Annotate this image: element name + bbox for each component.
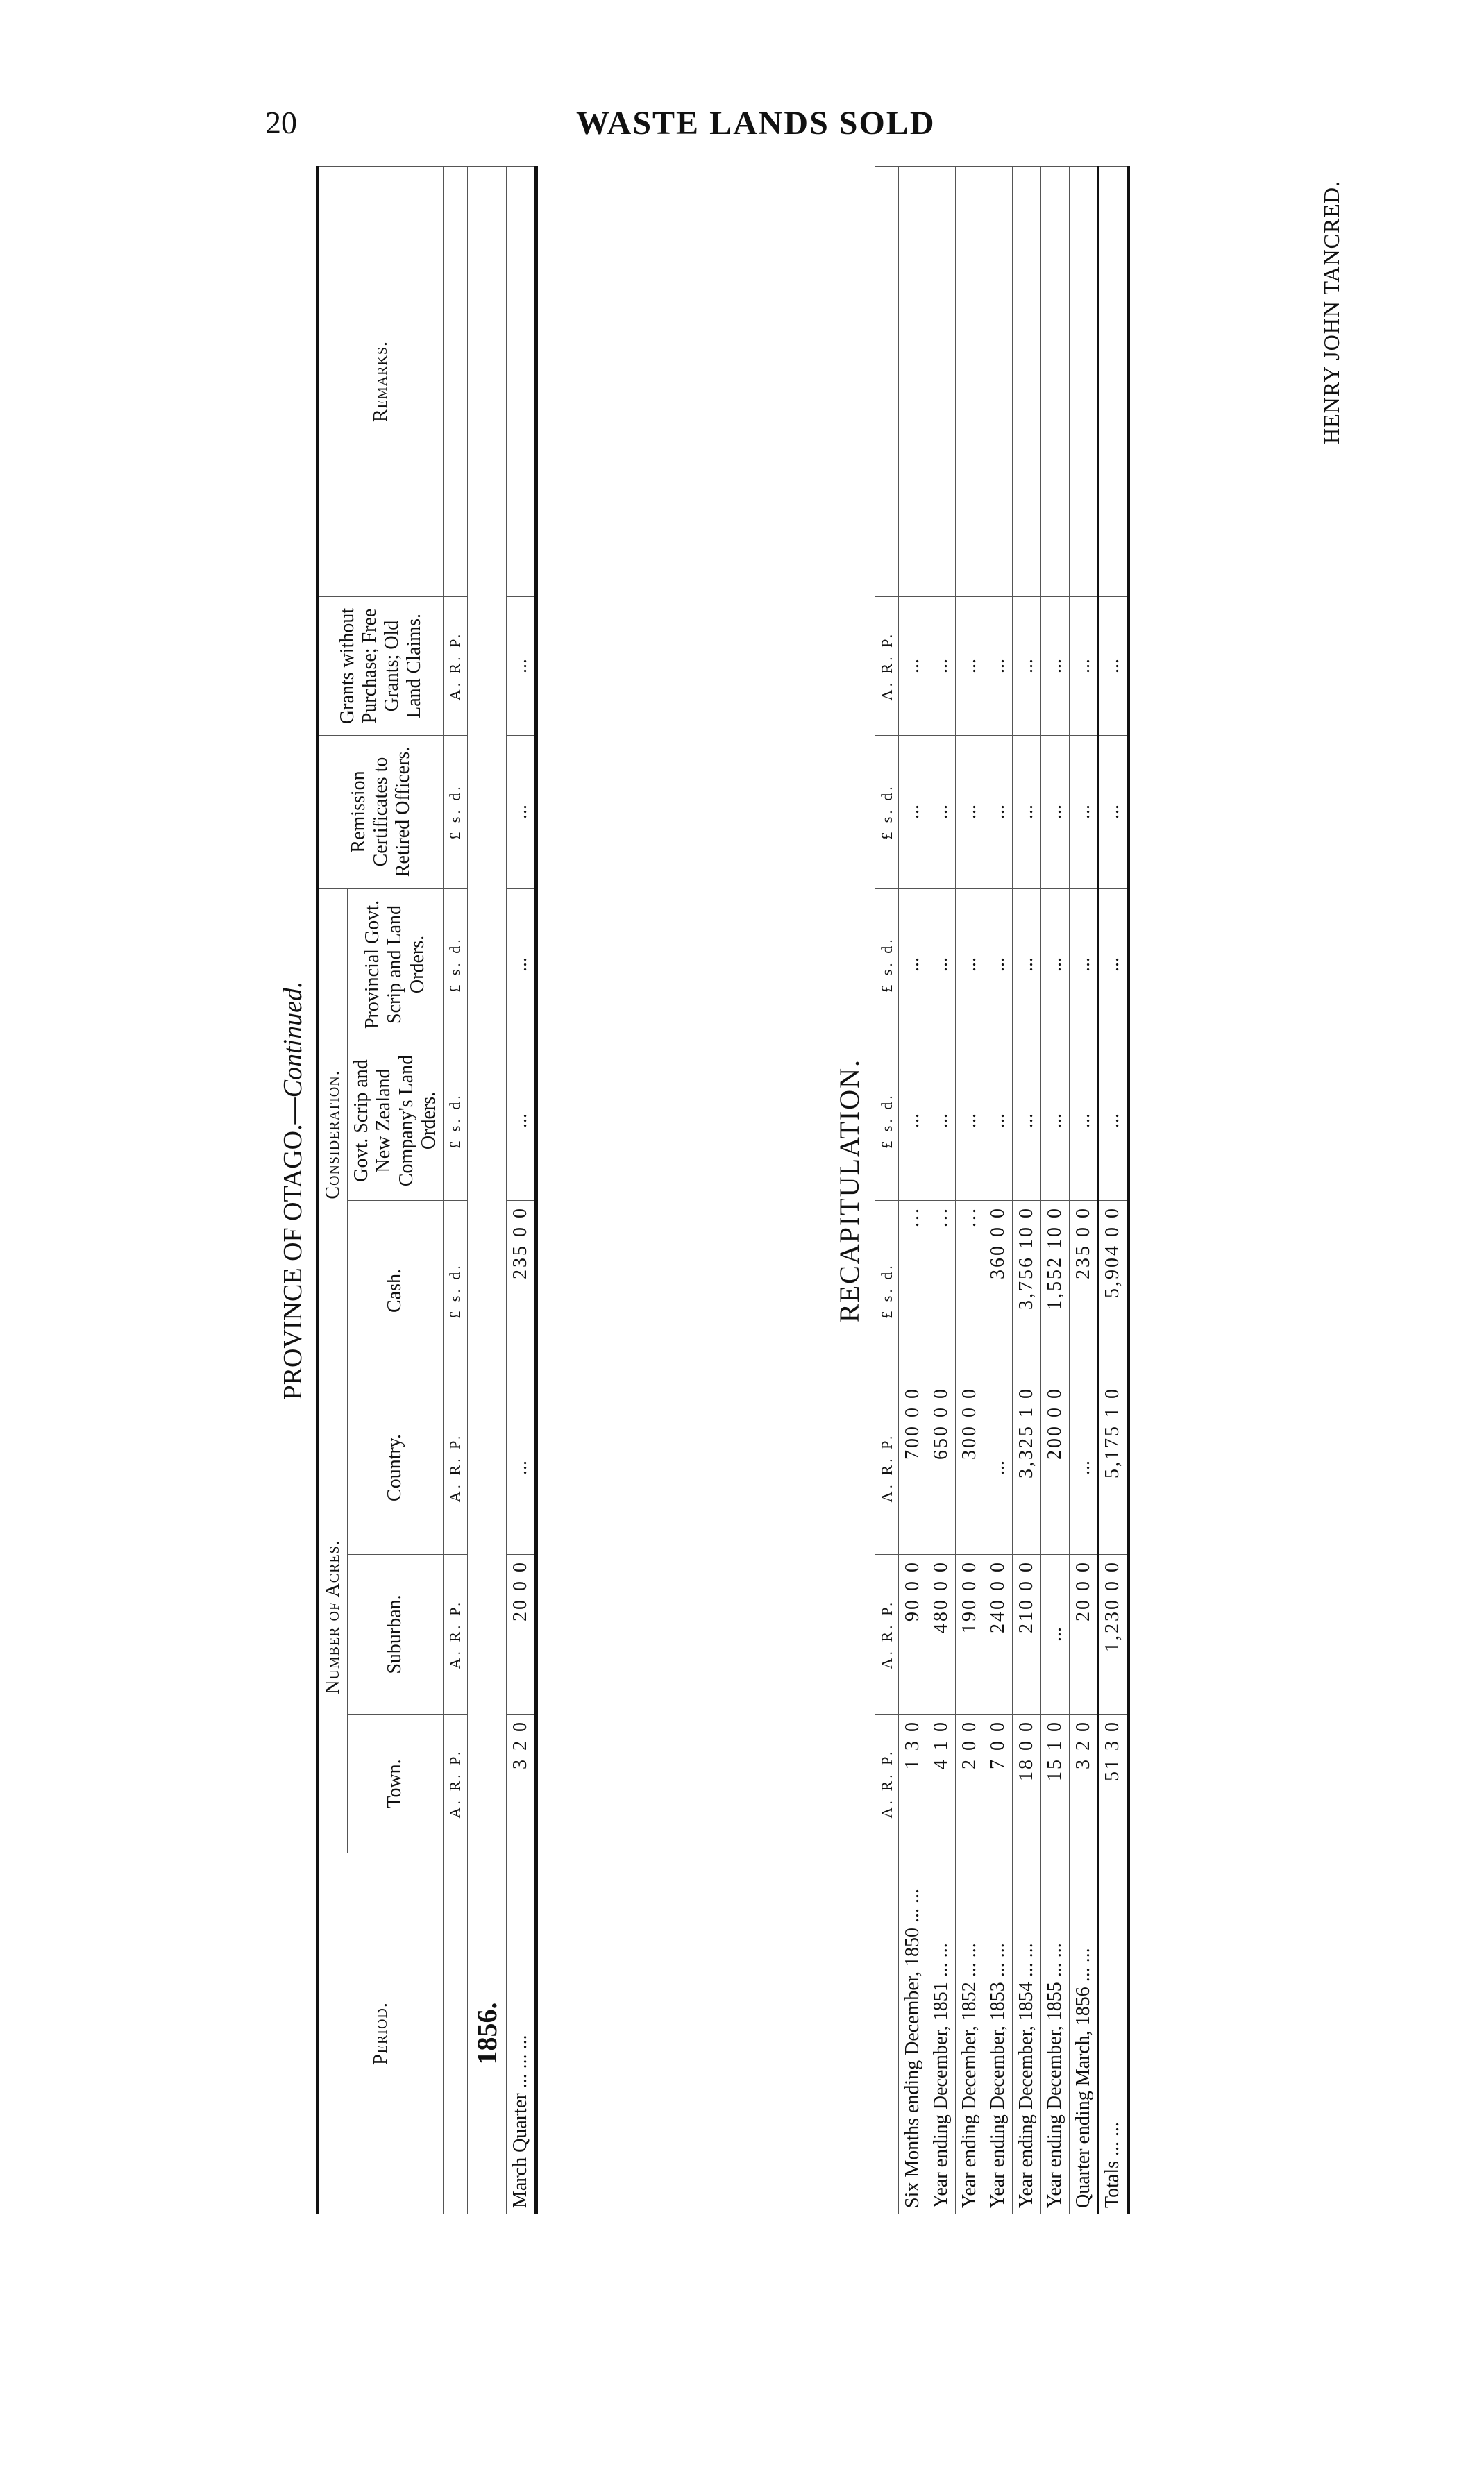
remarks-cell bbox=[506, 166, 536, 596]
province-caption-main: PROVINCE OF OTAGO.— bbox=[278, 1097, 307, 1400]
period-cell: Year ending December, 1855 ... ... bbox=[1041, 1853, 1070, 2214]
govt-scrip-cell: ... bbox=[927, 1041, 956, 1201]
grants-cell: ... bbox=[927, 597, 956, 736]
town-total: 51 3 0 bbox=[1098, 1715, 1129, 1853]
province-caption-continued: Continued. bbox=[278, 981, 307, 1098]
running-title: WASTE LANDS SOLD bbox=[576, 105, 936, 142]
remarks-cell bbox=[1013, 167, 1041, 597]
provincial-scrip-cell: ... bbox=[899, 889, 927, 1041]
table-row bbox=[927, 167, 956, 2214]
page-number: 20 bbox=[265, 105, 297, 140]
remission-total: ... bbox=[1098, 736, 1129, 889]
header-provincial-scrip: Provincial Govt. Scrip and Land Orders. bbox=[348, 888, 444, 1041]
cash-cell: ... bbox=[956, 1201, 984, 1381]
provincial-scrip-cell: ... bbox=[984, 889, 1013, 1041]
provincial-scrip-cell: ... bbox=[1041, 889, 1070, 1041]
period-cell: March Quarter ... ... ... bbox=[506, 1853, 536, 2214]
cash-total: 5,904 0 0 bbox=[1098, 1201, 1129, 1381]
country-cell: 650 0 0 bbox=[927, 1381, 956, 1555]
suburban-cell: 210 0 0 bbox=[1013, 1555, 1041, 1715]
unit-lsd: £ s. d. bbox=[443, 735, 467, 888]
unit-lsd: £ s. d. bbox=[443, 1041, 467, 1200]
suburban-cell: 240 0 0 bbox=[984, 1555, 1013, 1715]
country-total: 5,175 1 0 bbox=[1098, 1381, 1129, 1555]
cash-cell: 360 0 0 bbox=[984, 1201, 1013, 1381]
suburban-cell: ... bbox=[1041, 1555, 1070, 1715]
recapitulation-table bbox=[875, 166, 1130, 2214]
table-row bbox=[899, 167, 927, 2214]
table-row bbox=[1041, 167, 1070, 2214]
remission-cell: ... bbox=[1070, 736, 1099, 889]
year-heading: 1856. bbox=[467, 1853, 506, 2214]
remarks-cell bbox=[927, 167, 956, 597]
govt-scrip-cell: ... bbox=[506, 1041, 536, 1200]
remission-cell: ... bbox=[506, 735, 536, 888]
header-cash: Cash. bbox=[348, 1200, 444, 1381]
suburban-cell: 190 0 0 bbox=[956, 1555, 984, 1715]
unit-lsd: £ s. d. bbox=[875, 736, 899, 889]
provincial-scrip-total: ... bbox=[1098, 889, 1129, 1041]
table-row bbox=[984, 167, 1013, 2214]
unit-arp: A. R. P. bbox=[875, 1715, 899, 1853]
cash-cell: ... bbox=[899, 1201, 927, 1381]
signature: HENRY JOHN TANCRED. bbox=[1319, 180, 1344, 445]
govt-scrip-cell: ... bbox=[956, 1041, 984, 1201]
cash-cell: 235 0 0 bbox=[506, 1200, 536, 1381]
remission-cell: ... bbox=[984, 736, 1013, 889]
header-town: Town. bbox=[348, 1715, 444, 1853]
grants-cell: ... bbox=[956, 597, 984, 736]
grants-cell: ... bbox=[899, 597, 927, 736]
remarks-cell bbox=[984, 167, 1013, 597]
remarks-cell bbox=[1098, 167, 1129, 597]
table-row bbox=[1070, 167, 1099, 2214]
period-cell: Year ending December, 1851 ... ... bbox=[927, 1853, 956, 2214]
suburban-cell: 20 0 0 bbox=[506, 1555, 536, 1715]
header-consideration: Consideration. bbox=[318, 888, 348, 1381]
unit-lsd: £ s. d. bbox=[875, 1201, 899, 1381]
unit-lsd: £ s. d. bbox=[443, 1200, 467, 1381]
unit-arp: A. R. P. bbox=[443, 1555, 467, 1715]
unit-arp: A. R. P. bbox=[443, 1715, 467, 1853]
remission-cell: ... bbox=[899, 736, 927, 889]
unit-arp: A. R. P. bbox=[875, 597, 899, 736]
govt-scrip-cell: ... bbox=[899, 1041, 927, 1201]
suburban-cell: 20 0 0 bbox=[1070, 1555, 1099, 1715]
town-cell: 3 2 0 bbox=[506, 1715, 536, 1853]
town-cell: 1 3 0 bbox=[899, 1715, 927, 1853]
remarks-cell bbox=[1041, 167, 1070, 597]
unit-arp: A. R. P. bbox=[443, 596, 467, 735]
unit-arp: A. R. P. bbox=[875, 1555, 899, 1715]
unit-lsd: £ s. d. bbox=[875, 889, 899, 1041]
table-row bbox=[956, 167, 984, 2214]
remission-cell: ... bbox=[1013, 736, 1041, 889]
header-grants: Grants without Purchase; Free Grants; Old Land Claims. bbox=[318, 596, 444, 735]
page-header bbox=[0, 104, 1484, 160]
period-cell: Year ending December, 1854 ... ... bbox=[1013, 1853, 1041, 2214]
country-cell: 3,325 1 0 bbox=[1013, 1381, 1041, 1555]
table-row bbox=[506, 166, 536, 2214]
header-country: Country. bbox=[348, 1381, 444, 1554]
town-cell: 18 0 0 bbox=[1013, 1715, 1041, 1853]
totals-label: Totals ... ... bbox=[1098, 1853, 1129, 2214]
govt-scrip-cell: ... bbox=[1041, 1041, 1070, 1201]
grants-cell: ... bbox=[506, 596, 536, 735]
header-remarks: Remarks. bbox=[318, 166, 444, 596]
town-cell: 7 0 0 bbox=[984, 1715, 1013, 1853]
grants-cell: ... bbox=[1070, 597, 1099, 736]
unit-arp: A. R. P. bbox=[875, 1381, 899, 1555]
header-period: Period. bbox=[318, 1853, 444, 2214]
country-cell: ... bbox=[1070, 1381, 1099, 1555]
remarks-cell bbox=[1070, 167, 1099, 597]
remission-cell: ... bbox=[1041, 736, 1070, 889]
town-cell: 2 0 0 bbox=[956, 1715, 984, 1853]
grants-cell: ... bbox=[984, 597, 1013, 736]
grants-total: ... bbox=[1098, 597, 1129, 736]
recapitulation-caption: RECAPITULATION. bbox=[834, 1059, 865, 1322]
grants-cell: ... bbox=[1041, 597, 1070, 736]
unit-arp: A. R. P. bbox=[443, 1381, 467, 1554]
cash-cell: ... bbox=[927, 1201, 956, 1381]
remarks-cell bbox=[899, 167, 927, 597]
header-suburban: Suburban. bbox=[348, 1555, 444, 1715]
town-cell: 4 1 0 bbox=[927, 1715, 956, 1853]
provincial-scrip-cell: ... bbox=[1070, 889, 1099, 1041]
suburban-cell: 480 0 0 bbox=[927, 1555, 956, 1715]
provincial-scrip-cell: ... bbox=[1013, 889, 1041, 1041]
period-cell: Year ending December, 1853 ... ... bbox=[984, 1853, 1013, 2214]
table-row bbox=[1013, 167, 1041, 2214]
provincial-scrip-cell: ... bbox=[956, 889, 984, 1041]
country-cell: 200 0 0 bbox=[1041, 1381, 1070, 1555]
country-cell: 300 0 0 bbox=[956, 1381, 984, 1555]
unit-lsd: £ s. d. bbox=[875, 1041, 899, 1201]
govt-scrip-total: ... bbox=[1098, 1041, 1129, 1201]
cash-cell: 235 0 0 bbox=[1070, 1201, 1099, 1381]
cash-cell: 1,552 10 0 bbox=[1041, 1201, 1070, 1381]
country-cell: ... bbox=[984, 1381, 1013, 1555]
unit-lsd: £ s. d. bbox=[443, 888, 467, 1041]
sales-table bbox=[316, 166, 538, 2214]
country-cell: 700 0 0 bbox=[899, 1381, 927, 1555]
remission-cell: ... bbox=[956, 736, 984, 889]
provincial-scrip-cell: ... bbox=[927, 889, 956, 1041]
govt-scrip-cell: ... bbox=[1070, 1041, 1099, 1201]
header-govt-scrip: Govt. Scrip and New Zealand Company's Land Orders. bbox=[348, 1041, 444, 1200]
grants-cell: ... bbox=[1013, 597, 1041, 736]
cash-cell: 3,756 10 0 bbox=[1013, 1201, 1041, 1381]
recapitulation-body bbox=[899, 167, 1129, 2214]
remarks-cell bbox=[956, 167, 984, 597]
town-cell: 3 2 0 bbox=[1070, 1715, 1099, 1853]
suburban-total: 1,230 0 0 bbox=[1098, 1555, 1129, 1715]
country-cell: ... bbox=[506, 1381, 536, 1554]
town-cell: 15 1 0 bbox=[1041, 1715, 1070, 1853]
remission-cell: ... bbox=[927, 736, 956, 889]
period-cell: Year ending December, 1852 ... ... bbox=[956, 1853, 984, 2214]
totals-row bbox=[1098, 167, 1129, 2214]
header-remission: Remission Certificates to Retired Officers. bbox=[318, 735, 444, 888]
period-cell: Quarter ending March, 1856 ... ... bbox=[1070, 1853, 1099, 2214]
govt-scrip-cell: ... bbox=[1013, 1041, 1041, 1201]
header-number-of-acres: Number of Acres. bbox=[318, 1381, 348, 1853]
suburban-cell: 90 0 0 bbox=[899, 1555, 927, 1715]
rotated-table-area bbox=[278, 167, 1354, 2214]
provincial-scrip-cell: ... bbox=[506, 888, 536, 1041]
period-cell: Six Months ending December, 1850 ... ... bbox=[899, 1853, 927, 2214]
govt-scrip-cell: ... bbox=[984, 1041, 1013, 1201]
province-caption bbox=[278, 167, 308, 2214]
